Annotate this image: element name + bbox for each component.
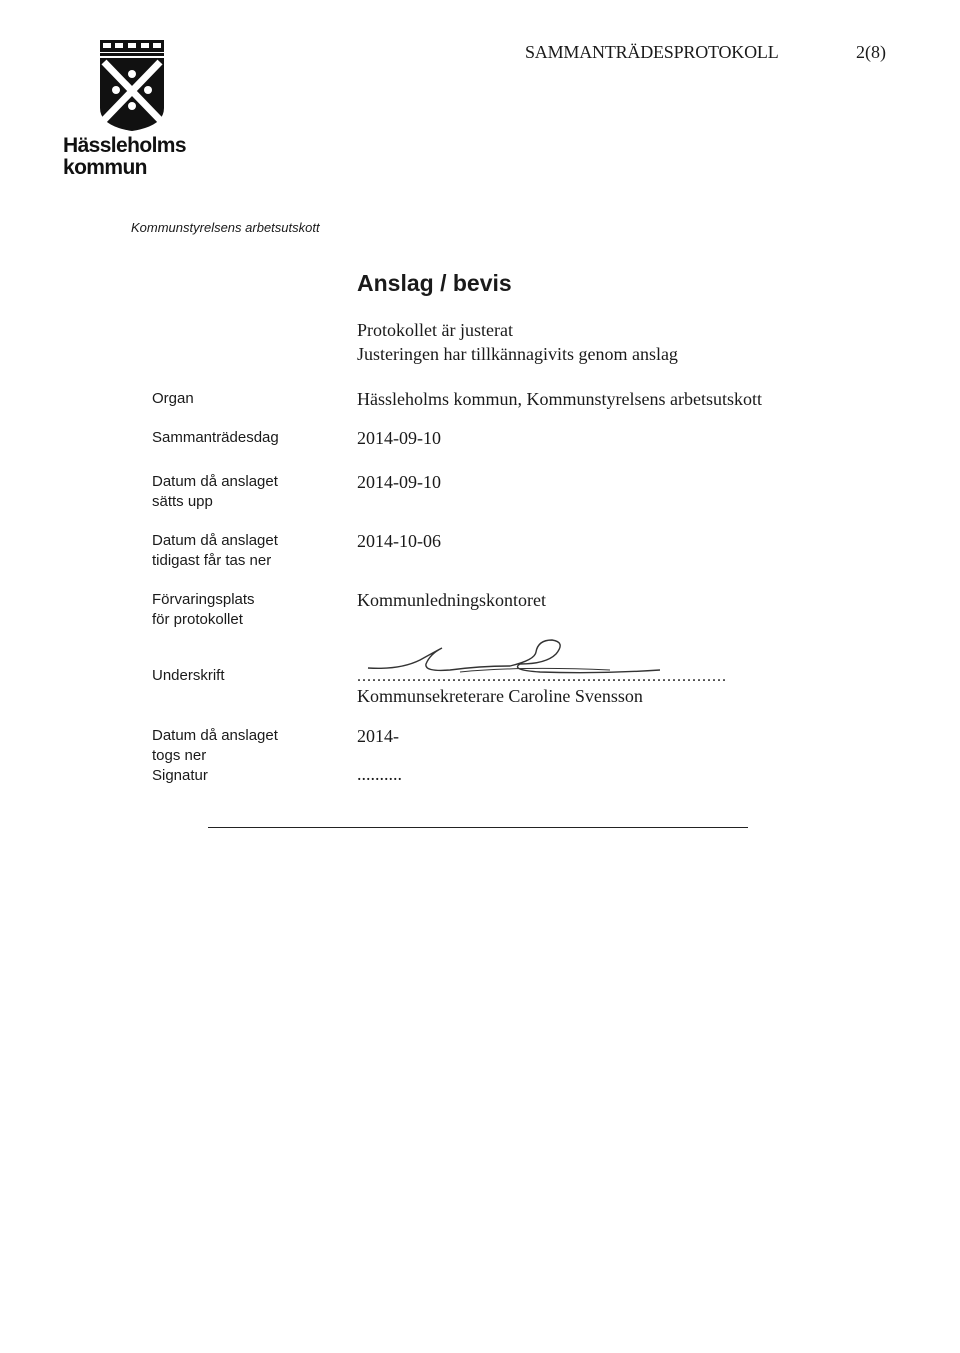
logo-line-1: Hässleholms xyxy=(63,134,186,157)
field-label: Organ xyxy=(152,390,194,407)
intro-line-1: Protokollet är justerat xyxy=(357,320,513,340)
page-number: 2(8) xyxy=(856,42,886,62)
removal-date: 2014- xyxy=(357,726,399,746)
page-title: Anslag / bevis xyxy=(357,270,512,296)
department-name: Kommunstyrelsens arbetsutskott xyxy=(131,220,320,235)
field-value: 2014-10-06 xyxy=(357,531,441,551)
field-label: Datum då anslaget tidigast får tas ner xyxy=(152,532,278,569)
coat-of-arms-icon xyxy=(98,38,166,132)
removal-label: Datum då anslaget togs ner Signatur xyxy=(152,727,278,784)
divider xyxy=(208,827,748,828)
document-type: SAMMANTRÄDESPROTOKOLL xyxy=(525,42,779,62)
signature-line: .......................................................................... xyxy=(357,668,727,685)
signature-label: Underskrift xyxy=(152,667,225,684)
intro-line-2: Justeringen har tillkännagivits genom anslag xyxy=(357,344,678,364)
field-label: Sammanträdesdag xyxy=(152,429,279,446)
field-label: Förvaringsplats för protokollet xyxy=(152,591,255,628)
field-value: 2014-09-10 xyxy=(357,472,441,492)
field-value: Kommunledningskontoret xyxy=(357,590,546,610)
field-value: 2014-09-10 xyxy=(357,428,441,448)
removal-signature-line: .......... xyxy=(357,764,402,784)
logo-line-2: kommun xyxy=(63,156,147,179)
signatory-name: Kommunsekreterare Caroline Svensson xyxy=(357,686,643,706)
field-label: Datum då anslaget sätts upp xyxy=(152,473,278,510)
field-value: Hässleholms kommun, Kommunstyrelsens arbetsutskott xyxy=(357,389,762,409)
